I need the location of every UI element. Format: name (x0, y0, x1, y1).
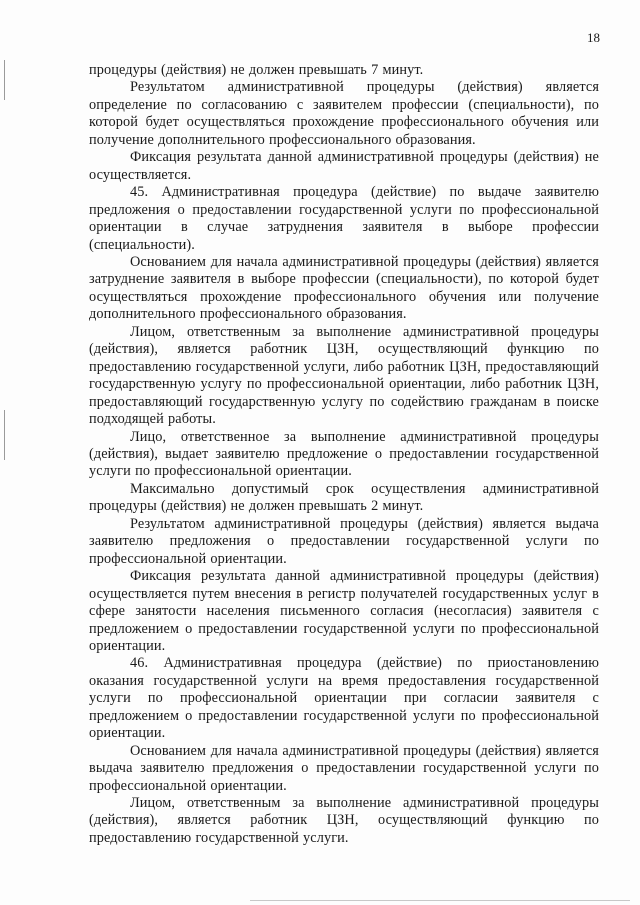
paragraph: 45. Административная процедура (действие) по выдаче заявителю предложения о предоставлении государственной услуги по профессиональной ориентации в случае затруднения заявителя в выборе профессии (специальности). (89, 184, 599, 253)
paragraph: Максимально допустимый срок осуществления административной процедуры (действия) не должен превышать 2 минут. (89, 480, 599, 515)
paragraph: Лицом, ответственным за выполнение административной процедуры (действия), является работник ЦЗН, осуществляющий функцию по предоставлению государственной услуги. (89, 795, 599, 846)
paragraph: Лицом, ответственным за выполнение административной процедуры (действия), является работник ЦЗН, осуществляющий функцию по предоставлению государственной услуги, либо работник ЦЗН, предоставляющий государственную услугу по профессиональной ориентации, либо работник ЦЗН, предоставляющий государственную услугу по содействию гражданам в поиске подходящей работы. (89, 323, 599, 428)
paragraph: Фиксация результата данной административной процедуры (действия) не осуществляется. (89, 149, 599, 183)
paragraph: 46. Административная процедура (действие) по приостановлению оказания государственной услуги на время предоставления государственной услуги по профессиональной ориентации при согласии заявителя с предложением о предоставлении государственной услуги по профессиональной ориентации. (89, 655, 599, 742)
paragraph: Лицо, ответственное за выполнение административной процедуры (действия), выдает заявителю предложение о предоставлении государственной услуги по профессиональной ориентации. (89, 428, 599, 480)
paragraph: Основанием для начала административной процедуры (действия) является затруднение заявителя в выборе профессии (специальности), по которой будет осуществляться прохождение профессионального обучения или получение дополнительного профессионального образования. (89, 253, 599, 323)
paragraph: Результатом административной процедуры (действия) является выдача заявителю предложения о предоставлении государственной услуги по профессиональной ориентации. (89, 515, 599, 567)
page-number: 18 (587, 30, 600, 45)
paragraph: Фиксация результата данной административной процедуры (действия) осуществляется путем внесения в регистр получателей государственных услуг в сфере занятости населения письменного согласия (несогласия) заявителя с предложением о предоставлении государственной услуги по профессиональной ориентации. (89, 568, 599, 654)
scan-margin-mark (4, 410, 5, 460)
paragraph: процедуры (действия) не должен превышать 7 минут. (89, 62, 424, 78)
scan-edge-line (250, 900, 630, 901)
scan-margin-mark (4, 60, 5, 100)
paragraph: Основанием для начала административной процедуры (действия) является выдача заявителю предложения о предоставлении государственной услуги по профессиональной ориентации. (89, 742, 599, 794)
paragraph: Результатом административной процедуры (действия) является определение по согласованию с заявителем профессии (специальности), по которой будет осуществляться прохождение профессионального обучения или получение дополнительного профессионального образования. (89, 79, 599, 148)
document-body (89, 62, 599, 847)
